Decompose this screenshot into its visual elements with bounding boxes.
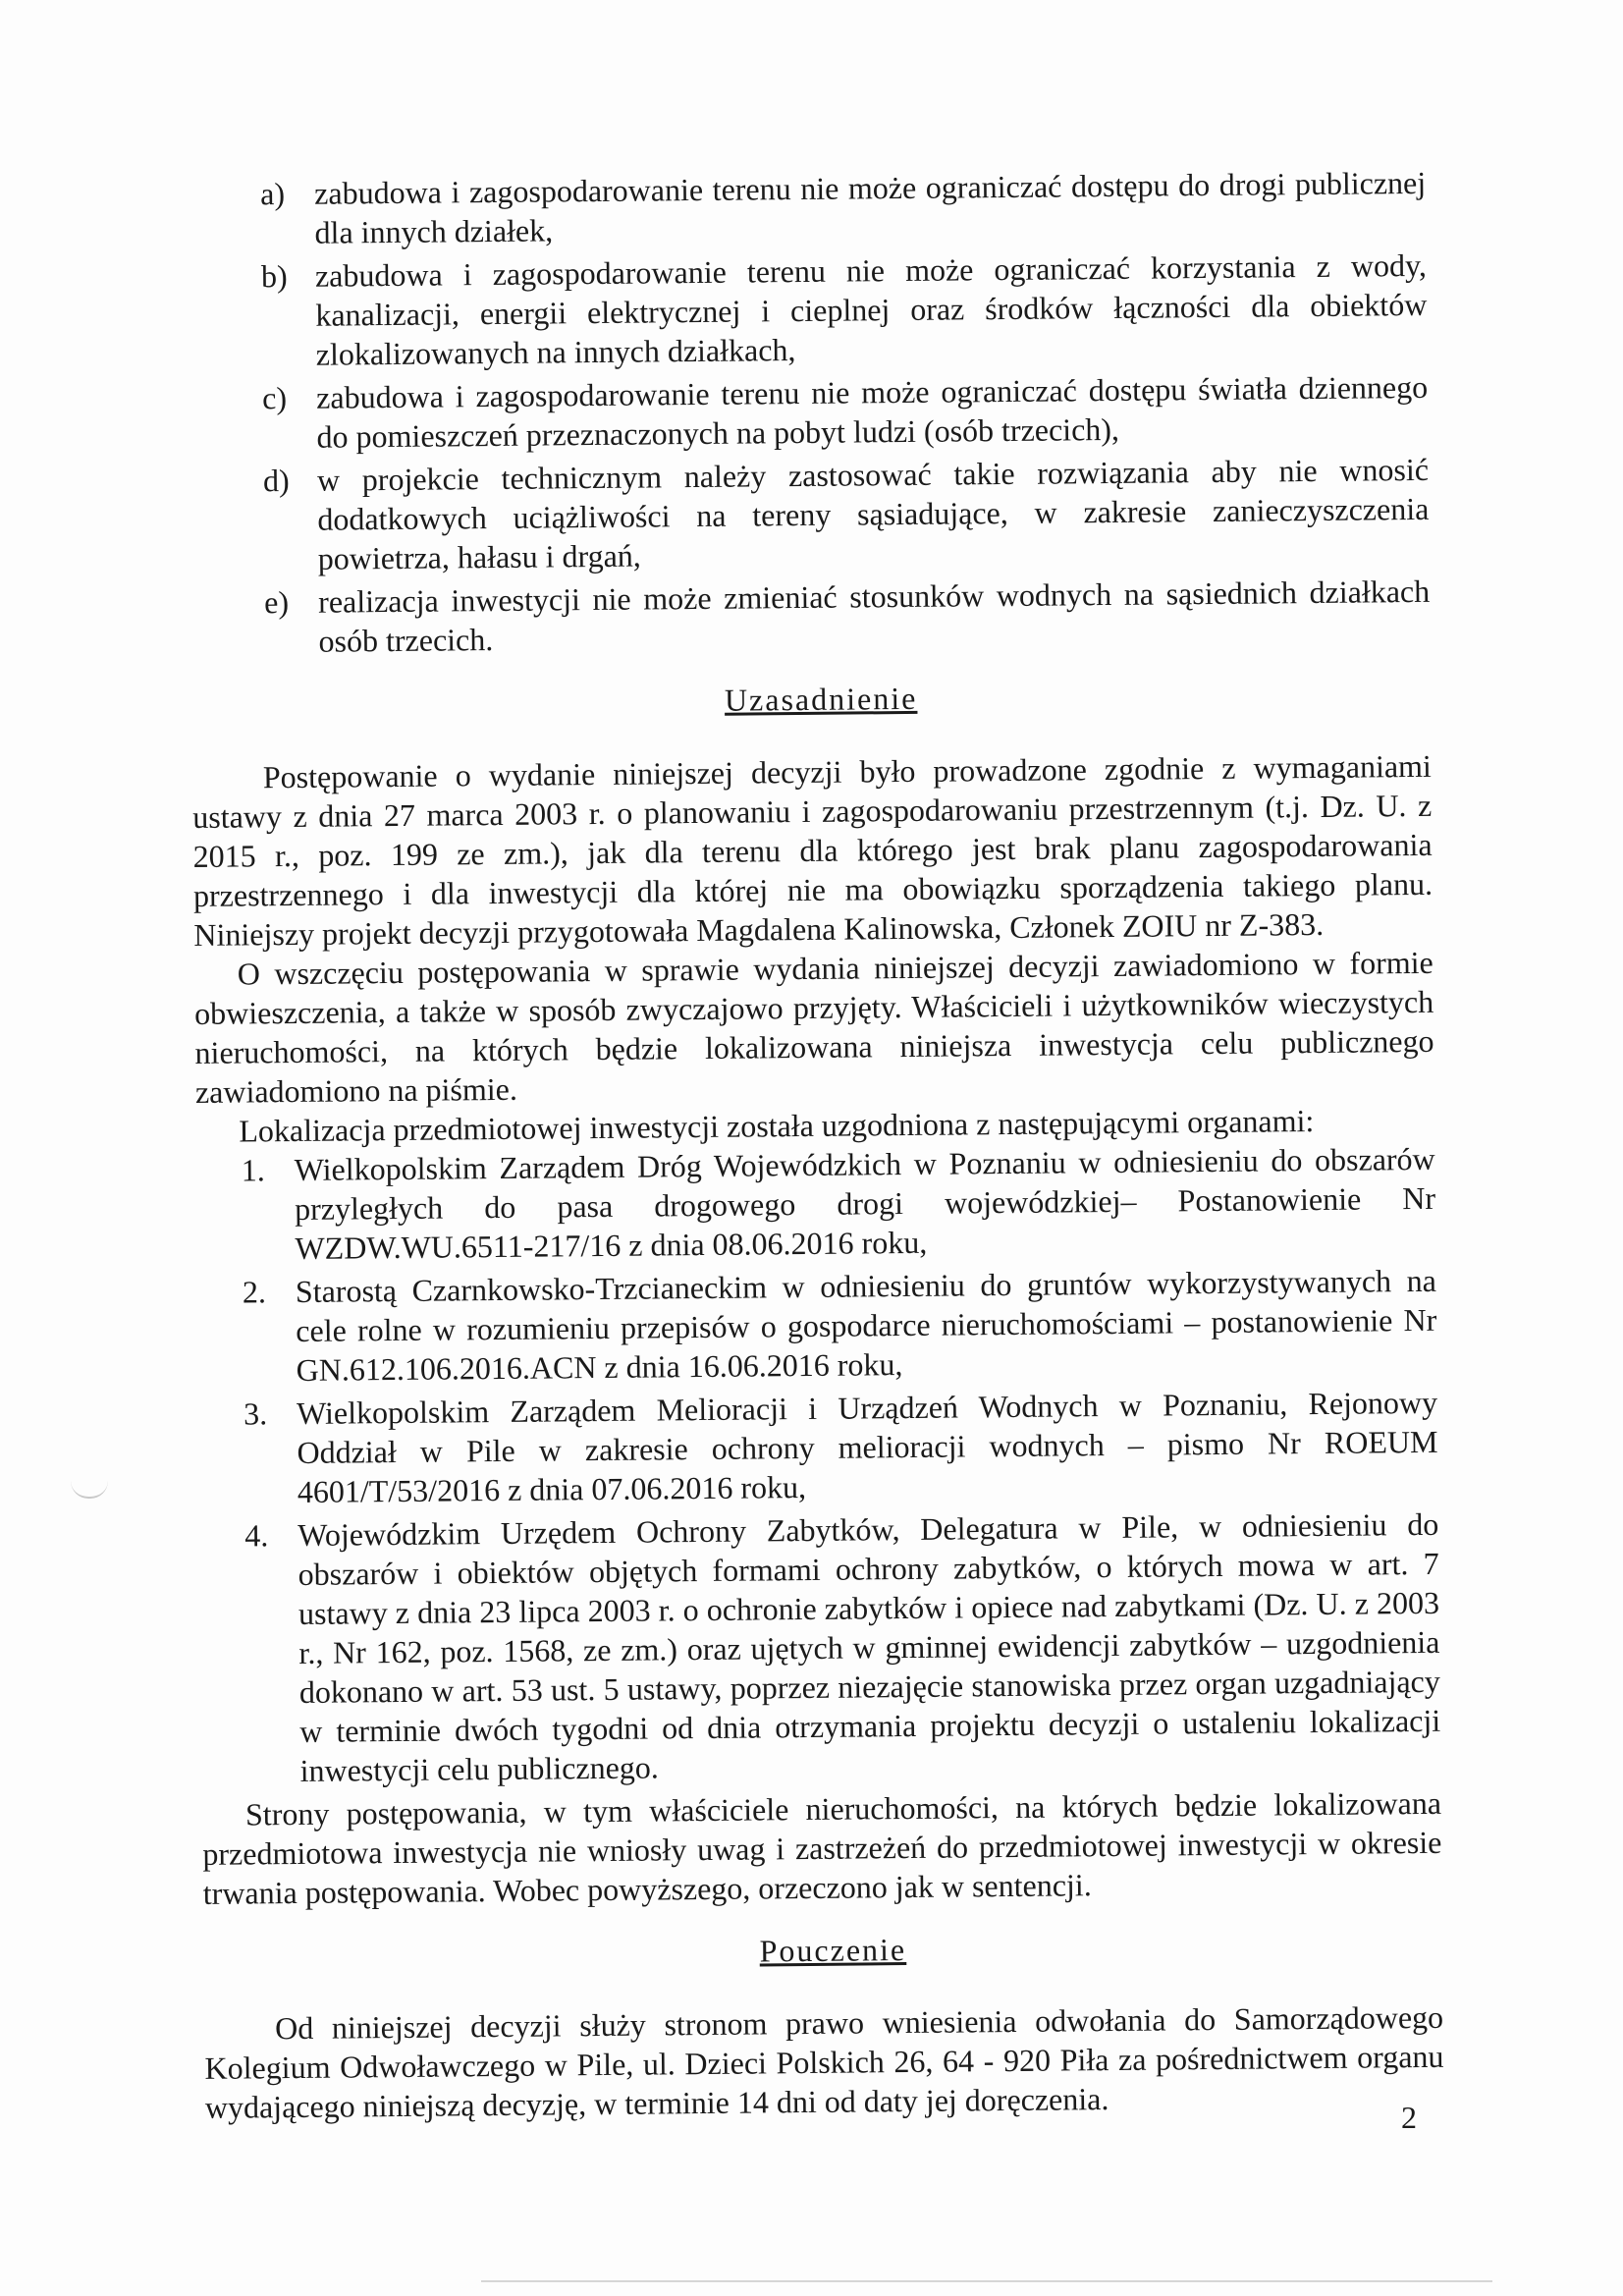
- list-marker: d): [262, 463, 290, 499]
- list-marker: 2.: [242, 1274, 267, 1310]
- scan-edge: [481, 2280, 1492, 2282]
- list-marker: a): [260, 176, 286, 212]
- list-item-text: zabudowa i zagospodarowanie terenu nie może ograniczać dostępu do drogi publicznej dla innych działek,: [314, 164, 1427, 250]
- list-marker: 4.: [244, 1517, 269, 1554]
- list-item-text: Wielkopolskim Zarządem Dróg Wojewódzkich w Poznaniu w odniesieniu do obszarów przyległych do pasa drogowego drogi wojewódzkiej– Postanowienie Nr WZDW.WU.6511-217/16 z dnia 08.06.2016 roku,: [294, 1140, 1436, 1266]
- list-item-text: Wielkopolskim Zarządem Melioracji i Urządzeń Wodnych w Poznaniu, Rejonowy Oddział w Pile w zakresie ochrony melioracji wodnych – pismo Nr ROEUM 4601/T/53/2016 z dnia 07.06.2016 roku,: [296, 1384, 1438, 1509]
- section-heading-uzasadnienie: Uzasadnienie: [724, 680, 918, 718]
- conditions-list: [187, 163, 1431, 662]
- list-item: [189, 450, 1430, 579]
- list-item: [190, 572, 1431, 662]
- list-item-text: zabudowa i zagospodarowanie terenu nie może ograniczać dostępu światła dziennego do pomieszczeń przeznaczonych na pobyt ludzi (osób trzecich),: [316, 368, 1429, 455]
- scan-artifact: [71, 1481, 108, 1499]
- list-marker: c): [262, 380, 288, 416]
- list-marker: 3.: [243, 1395, 268, 1432]
- section-heading-pouczenie: Pouczenie: [759, 1932, 907, 1969]
- page-number: 2: [1401, 2100, 1417, 2135]
- paragraph: Od niniejszej decyzji służy stronom prawo wniesienia odwołania do Samorządowego Kolegium Odwoławczego w Pile, ul. Dzieci Polskich 26, 64 - 920 Piła za pośrednictwem organu wydającego niniejszą decyzję, w terminie 14 dni od daty jej doręczenia.: [204, 1998, 1444, 2125]
- list-marker: 1.: [241, 1152, 265, 1188]
- paragraph: Postępowanie o wydanie niniejszej decyzji było prowadzone zgodnie z wymaganiami ustawy z dnia 27 marca 2003 r. o planowaniu i zagospodarowaniu przestrzennym (t.j. Dz. U. z 2015 r., poz. 199 ze zm.), jak dla terenu dla którego jest brak planu zagospodarowania przestrzennego i dla inwestycji dla której nie ma obowiązku sporządzenia takiego planu. Niniejszy projekt decyzji przygotowała Magdalena Kalinowska, Członek ZOIU nr Z-383.: [192, 747, 1434, 953]
- list-marker: e): [264, 584, 290, 621]
- list-item: [197, 1261, 1437, 1391]
- paragraph: Strony postępowania, w tym właściciele nieruchomości, na których będzie lokalizowana przedmiotowa inwestycja nie wniosły uwag i zastrzeżeń do przedmiotowej inwestycji w okresie trwania postępowania. Wobec powyższego, orzeczono jak w sentencji.: [202, 1784, 1442, 1911]
- list-item: [198, 1383, 1438, 1512]
- list-item: [196, 1139, 1436, 1269]
- list-item: [189, 367, 1429, 458]
- list-item-text: Starostą Czarnkowsko-Trzcianeckim w odniesieniu do gruntów wykorzystywanych na cele rolne w rozumieniu przepisów o gospodarce nieruchomościami – postanowienie Nr GN.612.106.2016.ACN z dnia 16.06.2016 roku,: [295, 1262, 1437, 1388]
- list-item-text: realizacja inwestycji nie może zmieniać stosunków wodnych na sąsiednich działkach osób trzecich.: [318, 573, 1431, 659]
- list-marker: b): [260, 258, 288, 295]
- list-item-text: Wojewódzkim Urzędem Ochrony Zabytków, Delegatura w Pile, w odniesieniu do obszarów i obiektów objętych formami ochrony zabytków, o których mowa w art. 7 ustawy z dnia 23 lipca 2003 r. o ochronie zabytków i opiece nad zabytkami (Dz. U. z 2003 r., Nr 162, poz. 1568, ze zm.) oraz ujętych w gminnej ewidencji zabytków – uzgodnienia dokonano w art. 53 ust. 5 ustawy, poprzez niezajęcie stanowiska przez organ uzgadniający w terminie dwóch tygodni od dnia otrzymania projektu decyzji o ustaleniu lokalizacji inwestycji celu publicznego.: [298, 1505, 1441, 1788]
- list-item-text: w projekcie technicznym należy zastosować takie rozwiązania aby nie wnosić dodatkowych uciążliwości na tereny sąsiadujące, w zakresie zanieczyszczenia powietrza, hałasu i drgań,: [316, 451, 1430, 576]
- list-item: [199, 1504, 1441, 1791]
- list-item: [187, 163, 1427, 253]
- list-item: [188, 246, 1428, 375]
- list-item-text: zabudowa i zagospodarowanie terenu nie może ograniczać korzystania z wody, kanalizacji, energii elektrycznej i cieplnej oraz środków łączności dla obiektów zlokalizowanych na innych działkach,: [314, 246, 1428, 372]
- document-body: [187, 163, 1444, 2127]
- paragraph: O wszczęciu postępowania w sprawie wydania niniejszej decyzji zawiadomiono w formie obwieszczenia, a także w sposób zwyczajowo przyjęty. Właścicieli i użytkowników wieczystych nieruchomości, na których będzie lokalizowana niniejsza inwestycja celu publicznego zawiadomiono na piśmie.: [194, 944, 1434, 1110]
- paragraph: Lokalizacja przedmiotowej inwestycji została uzgodniona z następującymi organami:: [239, 1103, 1315, 1149]
- authorities-list: [196, 1139, 1441, 1791]
